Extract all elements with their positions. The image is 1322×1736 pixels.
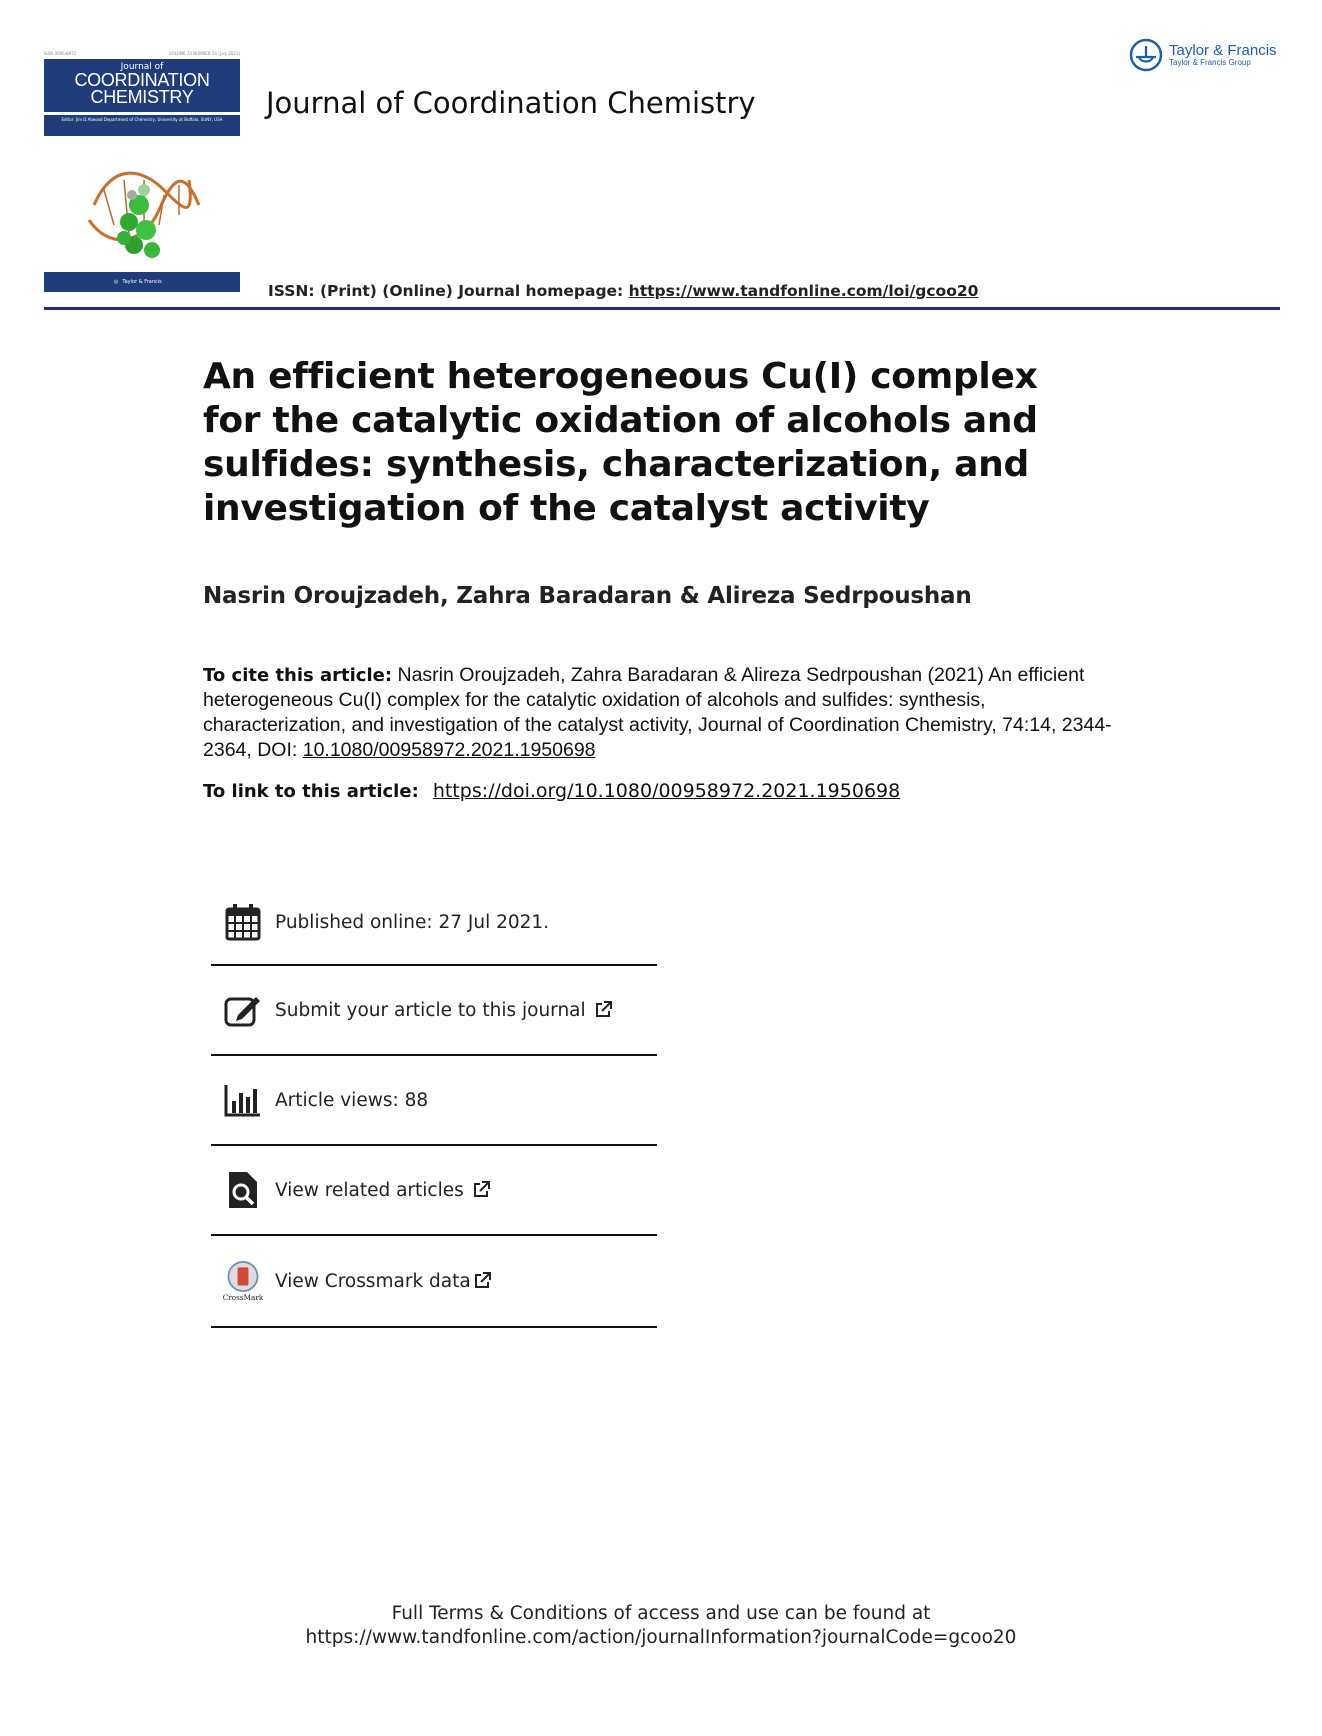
submit-article-link[interactable] bbox=[275, 1000, 612, 1021]
header-divider bbox=[44, 307, 1280, 310]
link-label: To link to this article: bbox=[203, 781, 419, 802]
external-link-icon bbox=[473, 1272, 491, 1290]
cover-publisher-icon: ◎ bbox=[114, 279, 119, 285]
doi-link[interactable]: 10.1080/00958972.2021.1950698 bbox=[302, 739, 596, 761]
submit-label: Submit your article to this journal bbox=[275, 999, 586, 1021]
crossmark-icon bbox=[223, 1261, 263, 1301]
cover-editor: Editor: Jim D Atwood Department of Chemistry, University at Buffalo, SUNY, USA bbox=[44, 115, 240, 136]
crossmark-label: View Crossmark data bbox=[275, 1270, 471, 1292]
related-item[interactable] bbox=[211, 1146, 657, 1236]
issn-label: ISSN: (Print) (Online) Journal homepage: bbox=[268, 282, 624, 300]
related-articles-link[interactable] bbox=[275, 1180, 490, 1201]
terms-line: Full Terms & Conditions of access and use can be found at bbox=[391, 1603, 931, 1624]
related-label: View related articles bbox=[275, 1179, 464, 1201]
publisher-logo[interactable] bbox=[1129, 38, 1277, 72]
article-meta-list bbox=[211, 880, 657, 1328]
submit-item[interactable] bbox=[211, 966, 657, 1056]
calendar-icon bbox=[223, 902, 263, 942]
publisher-group: Taylor & Francis Group bbox=[1169, 57, 1251, 67]
cover-chemistry: CHEMISTRY bbox=[90, 87, 194, 107]
external-link-icon bbox=[472, 1181, 490, 1199]
cover-publisher-band bbox=[44, 272, 240, 292]
article-views: Article views: 88 bbox=[275, 1089, 429, 1111]
issn-line bbox=[268, 282, 978, 300]
article-link-line bbox=[203, 780, 900, 802]
views-item bbox=[211, 1056, 657, 1146]
crossmark-caption: CrossMark bbox=[223, 1293, 263, 1303]
article-title: An efficient heterogeneous Cu(I) complex for the catalytic oxidation of alcohols and sulfides: synthesis, characterization, and investigation of the catalyst activity bbox=[203, 356, 1038, 529]
cite-label: To cite this article: bbox=[203, 665, 393, 686]
crossmark-item[interactable] bbox=[211, 1236, 657, 1328]
crossmark-link[interactable] bbox=[275, 1271, 491, 1292]
published-item bbox=[211, 880, 657, 966]
journal-title: Journal of Coordination Chemistry bbox=[266, 86, 756, 120]
journal-homepage-link[interactable]: https://www.tandfonline.com/loi/gcoo20 bbox=[628, 282, 979, 300]
cover-coordination: COORDINATION bbox=[74, 70, 210, 90]
cover-top-strip bbox=[44, 50, 240, 58]
terms-footer bbox=[0, 1602, 1322, 1650]
journal-cover bbox=[44, 50, 240, 294]
cover-title-band bbox=[44, 59, 240, 112]
cite-text: Nasrin Oroujzadeh, Zahra Baradaran & Alireza Sedrpoushan (2021) An efficient heterogeneous Cu(I) complex for the catalytic oxidation of alcohols and sulfides: synthesis, characterization, and investigation of the catalyst activity, Journal of Coordination Chemistry, 74:14, 2344-2364, DOI: bbox=[203, 664, 1112, 761]
cover-volume: VOLUME 74 NUMBER 14 (July 2021) bbox=[168, 51, 240, 56]
terms-url[interactable]: https://www.tandfonline.com/action/journalInformation?journalCode=gcoo20 bbox=[305, 1627, 1017, 1648]
molecule-illustration bbox=[84, 150, 204, 270]
external-link-icon bbox=[594, 1001, 612, 1019]
cover-publisher: Taylor & Francis bbox=[122, 279, 162, 285]
citation-block bbox=[203, 663, 1123, 763]
article-authors: Nasrin Oroujzadeh, Zahra Baradaran & Alireza Sedrpoushan bbox=[203, 583, 972, 609]
taylor-francis-icon bbox=[1129, 38, 1163, 72]
publisher-name: Taylor & Francis bbox=[1169, 41, 1277, 59]
edit-icon bbox=[223, 990, 263, 1030]
search-document-icon bbox=[223, 1170, 263, 1210]
cover-issn: ISSN 0095-8972 bbox=[44, 51, 77, 56]
article-doi-url[interactable]: https://doi.org/10.1080/00958972.2021.1950698 bbox=[432, 780, 901, 802]
cover-journal-of: Journal of bbox=[120, 62, 164, 72]
bar-chart-icon bbox=[223, 1080, 263, 1120]
published-date: Published online: 27 Jul 2021. bbox=[275, 911, 550, 933]
